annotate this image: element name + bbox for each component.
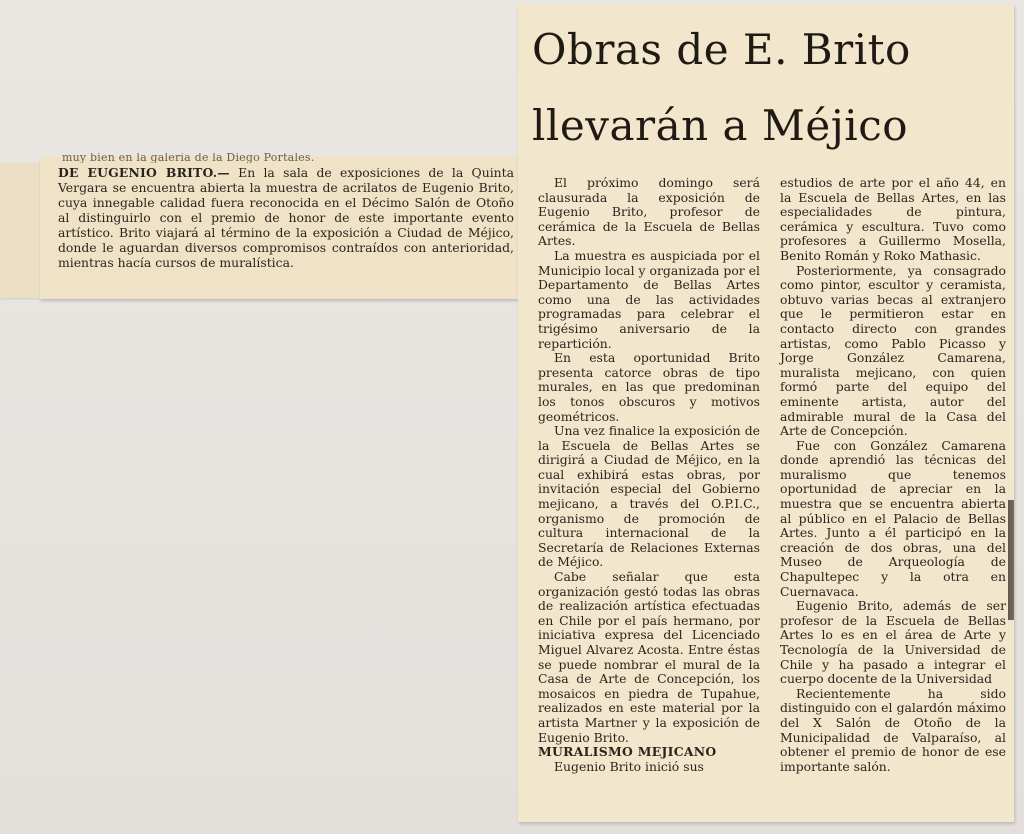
short-news-clipping	[40, 153, 518, 299]
article-column-1	[538, 176, 760, 774]
article-column-2	[780, 176, 1006, 774]
paragraph: Posteriormente, ya consagrado como pintor, escultor y ceramista, obtuvo varias becas al extranjero que le permitieron estar en contacto directo con grandes artistas, como Pablo Picasso y Jorge González Camarena, muralista mejicano, con quien formó parte del equipo del eminente artista, autor del admirable mural de la Casa del Arte de Concepción.	[780, 262, 1006, 439]
paragraph: Recientemente ha sido distinguido con el galardón máximo del X Salón de Otoño de la Municipalidad de Valparaíso, al obtener el premio de honor de ese importante salón.	[780, 685, 1006, 774]
headline-line-2: llevarán a Méjico	[532, 101, 909, 150]
article-clipping	[518, 4, 1014, 822]
section-subhead: MURALISMO MEJICANO	[538, 744, 717, 760]
article-headline	[532, 12, 1002, 164]
paragraph: Eugenio Brito, además de ser profesor de la Escuela de Bellas Artes lo es en el área de Arte y Tecnología de la Universidad de Chile y ha pasado a integrar el cuerpo docente de la Universidad	[780, 598, 1006, 687]
paragraph: Eugenio Brito inició sus	[554, 758, 704, 774]
clipping-lead: DE EUGENIO BRITO.—	[58, 165, 230, 180]
clipping-fragment	[0, 163, 42, 298]
paragraph: La muestra es auspiciada por el Municipio local y organizada por el Departamento de Bellas Artes como una de las actividades programadas para celebrar el trigésimo aniversario de la repartición.	[538, 247, 760, 351]
paragraph: El próximo domingo será clausurada la exposición de Eugenio Brito, profesor de cerámica de la Escuela de Bellas Artes.	[538, 175, 760, 249]
headline-line-1: Obras de E. Brito	[532, 25, 911, 74]
clipping-text: En la sala de exposiciones de la Quinta Vergara se encuentra abierta la muestra de acrilatos de Eugenio Brito, cuya innegable calidad fuera reconocida en el Décimo Salón de Otoño al distinguirlo con el premio de honor de este importante evento artístico. Brito viajará al término de la exposición a Ciudad de Méjico, donde le aguardan diversos compromisos contraídos con anterioridad, mientras hacía cursos de muralística.	[58, 165, 514, 270]
paragraph: En esta oportunidad Brito presenta catorce obras de tipo murales, en las que predominan los tonos obscuros y motivos geométricos.	[538, 350, 760, 424]
paragraph: Una vez finalice la exposición de la Escuela de Bellas Artes se dirigirá a Ciudad de Méjico, en la cual exhibirá estas obras, por invitación especial del Gobierno mejicano, a través del O.P.I.C., organismo de promoción de cultura internacional de la Secretaría de Relaciones Externas de Méjico.	[538, 423, 760, 570]
paragraph: Fue con González Camarena donde aprendió las técnicas del muralismo que tenemos oportunidad de apreciar en la muestra que se encuentra abierta al público en el Palacio de Bellas Artes. Junto a él participó en la creación de dos obras, una del Museo de Arqueología de Chapultepec y la otra en Cuernavaca.	[780, 437, 1006, 599]
cut-off-text-line: muy bien en la galería de la Diego Portales.	[62, 153, 315, 163]
paragraph: estudios de arte por el año 44, en la Escuela de Bellas Artes, en las especialidades de pintura, cerámica y escultura. Tuvo como profesores a Guillermo Mosella, Benito Román y Roko Mathasic.	[780, 175, 1006, 263]
edge-shadow	[1008, 500, 1014, 620]
paragraph: Cabe señalar que esta organización gestó todas las obras de realización artística efectuadas en Chile por el país hermano, por iniciativa expresa del Licenciado Miguel Alvarez Acosta. Entre éstas se puede nombrar el mural de la Casa de Arte de Concepción, los mosaicos en piedra de Tupahue, realizados en este material por la artista Martner y la exposición de Eugenio Brito.	[538, 569, 760, 745]
clipping-body	[58, 165, 514, 270]
